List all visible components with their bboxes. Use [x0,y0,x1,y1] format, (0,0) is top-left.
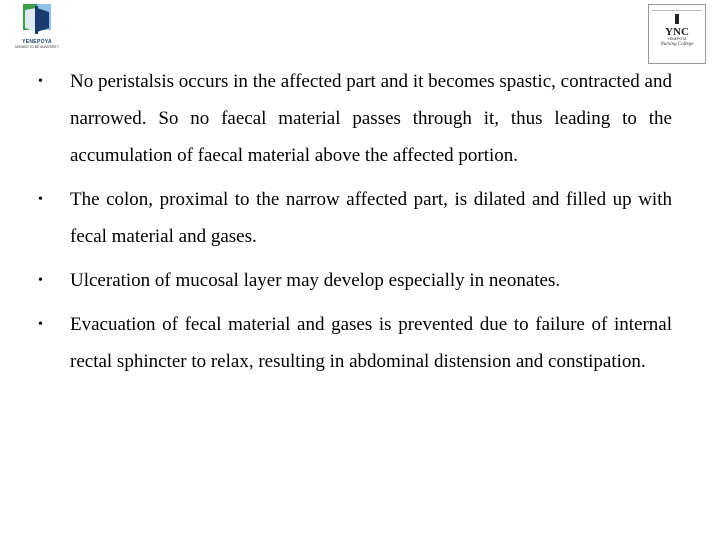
bullet-text: Ulceration of mucosal layer may develop especially in neonates. [70,270,561,291]
logo-divider [652,7,702,11]
bullet-text: Evacuation of fecal material and gases is prevented due to failure of internal rectal sphincter to relax, resulting in abdominal distension and constipation. [70,314,672,372]
university-name: YENEPOYA [22,39,52,45]
bullet-marker: • [38,273,43,288]
bullet-text: The colon, proximal to the narrow affected part, is dilated and filled up with fecal material and gases. [70,189,672,247]
shield-emblem-icon [19,2,55,38]
bullet-marker: • [38,317,43,332]
university-logo [4,2,70,62]
svg-text:YNC: YNC [665,26,689,36]
college-emblem-icon [662,14,692,36]
list-item [38,262,672,299]
list-item [38,63,672,174]
college-subtitle: YENEPOYA [667,37,687,41]
list-item [38,306,672,380]
college-logo [648,4,706,64]
bullet-list [38,63,672,380]
bullet-marker: • [38,74,43,89]
bullet-text: No peristalsis occurs in the affected part and it becomes spastic, contracted and narrowed. So no faecal material passes through it, thus leading to the accumulation of faecal material above the affected portion. [70,71,672,166]
bullet-marker: • [38,192,43,207]
college-name: Nursing College [660,42,694,47]
list-item [38,181,672,255]
university-subtitle: DEEMED TO BE UNIVERSITY [15,45,59,49]
